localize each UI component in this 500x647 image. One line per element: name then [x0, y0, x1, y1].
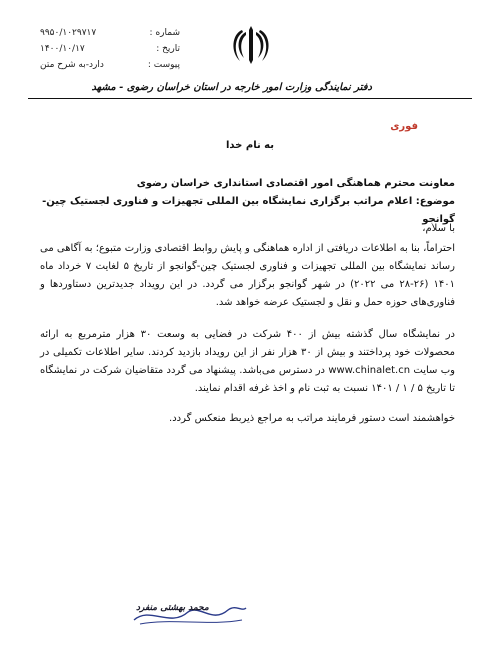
meta-number-row — [40, 25, 180, 41]
iran-emblem-icon — [228, 24, 274, 66]
basmala: به نام خدا — [225, 140, 275, 151]
meta-date-row — [40, 41, 180, 57]
number-label: شماره : — [149, 28, 180, 38]
signatory-name: محمد بهشتی منفرد — [136, 603, 209, 613]
body-paragraph-2: در نمایشگاه سال گذشته بیش از ۴۰۰ شرکت در فضایی به وسعت ۳۰ هزار مترمربع به ارائه محصولات خود پرداختند و بیش از ۳۰ هزار نفر از این رویداد بازدید کردند. سایر اطلاعات تکمیلی در وب سایت www.chinalet.cn در دسترس می‌باشد. پیشنهاد می گردد متقاضیان شرکت در نمایشگاه تا تاریخ ۵ / ۱ / ۱۴۰۱ نسبت به ثبت نام و اخذ غرفه اقدام نمایند. — [40, 329, 456, 394]
number-value: ۹۹۵۰/۱۰۲۹۷۱۷ — [40, 28, 97, 38]
meta-attachment-row — [40, 57, 180, 73]
closing-line: خواهشمند است دستور فرمایند مراتب به مراجع ذیربط منعکس گردد. — [169, 413, 455, 424]
urgent-label: فوری — [390, 121, 418, 132]
attachment-label: پیوست : — [147, 60, 180, 70]
body-paragraph-1: احتراماً، بنا به اطلاعات دریافتی از اداره هماهنگی و پایش روابط اقتصادی وزارت متبوع؛ به آگاهی می رساند نمایشگاه بین المللی تجهیزات و فناوری لجستیک چین-گوانجو از تاریخ ۵ لغایت ۷ خرداد ماه ۱۴۰۱ (۲۶-۲۸ می ۲۰۲۲) در شهر گوانجو برگزار می گردد. در این رویداد جدیدترین دستاوردها و فناوری‌های حوزه حمل و نقل و لجستیک عرضه خواهد شد. — [40, 243, 455, 308]
date-label: تاریخ : — [156, 44, 180, 54]
header-divider — [28, 98, 472, 99]
date-value: ۱۴۰۰/۱۰/۱۷ — [40, 44, 85, 54]
letter-meta — [40, 25, 180, 73]
subject-line: موضوع: اعلام مراتب برگزاری نمایشگاه بین المللی تجهیزات و فناوری لجستیک چین-گوانجو — [42, 196, 455, 225]
department-title: دفتر نمایندگی وزارت امور خارجه در استان خراسان رضوی - مشهد — [91, 82, 372, 93]
attachment-value: دارد-به شرح متن — [40, 60, 104, 70]
greeting: با سلام، — [422, 223, 455, 234]
recipient: معاونت محترم هماهنگی امور اقتصادی استانداری خراسان رضوی — [136, 178, 455, 189]
